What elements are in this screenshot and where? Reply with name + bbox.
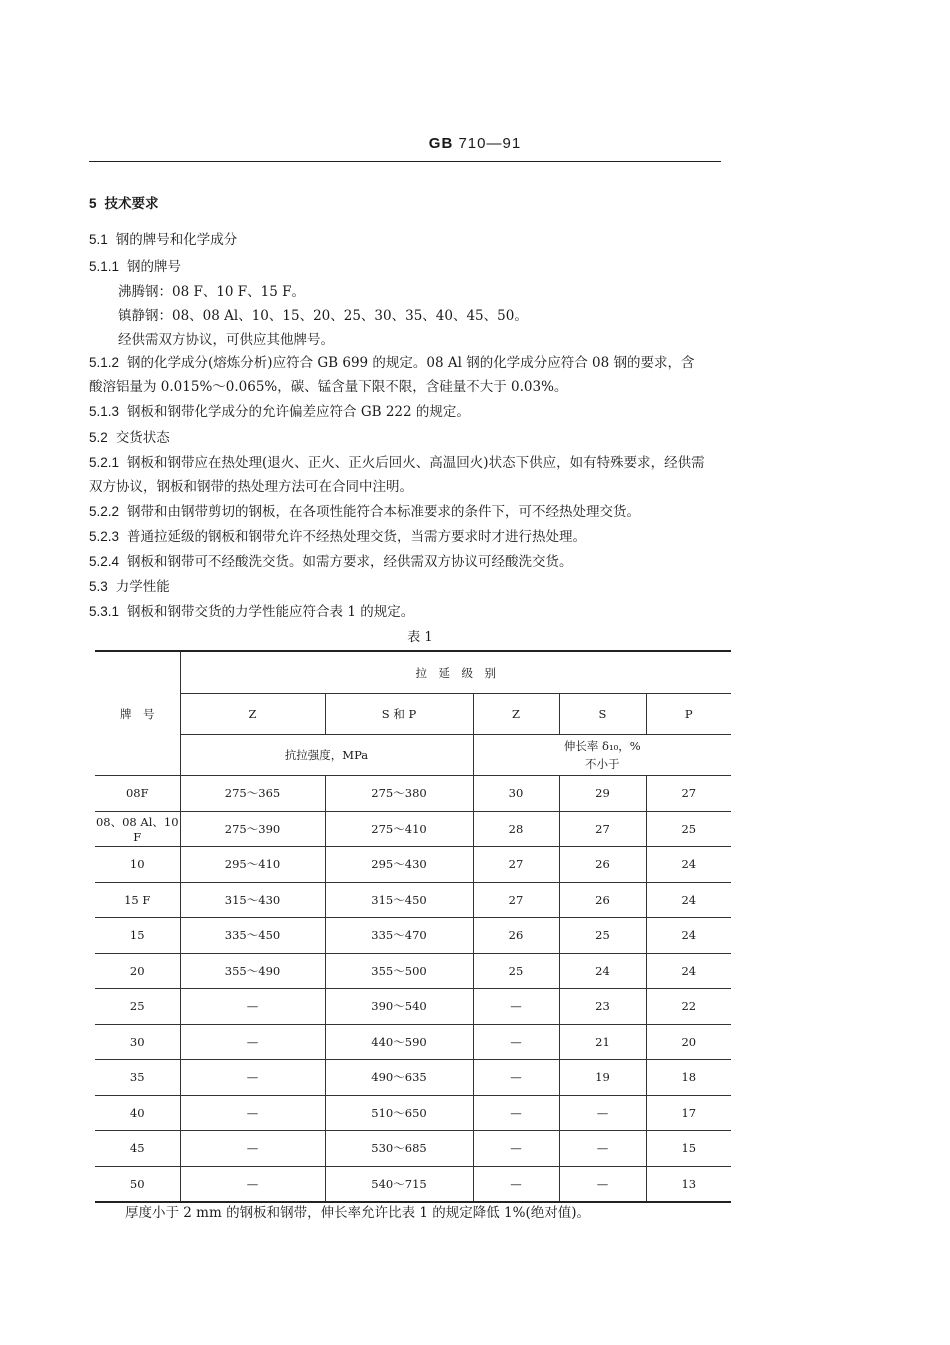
elongation-min-label: 不小于: [585, 757, 620, 771]
clause-text: 钢板和钢带交货的力学性能应符合表 1 的规定。: [127, 604, 415, 620]
sub-header-sp: S 和 P: [325, 694, 473, 735]
clause-number: 5.1.1: [89, 259, 120, 274]
strength-sp-cell: 275～380: [325, 776, 473, 812]
section-heading: 5 技术要求: [89, 196, 159, 212]
elong-z-cell: 27: [473, 882, 559, 918]
elong-z-cell: —: [473, 1166, 559, 1202]
paragraph: [89, 603, 729, 621]
elong-z-cell: 25: [473, 953, 559, 989]
elong-s-cell: 24: [559, 953, 646, 989]
strength-z-cell: —: [180, 1024, 325, 1060]
elong-s-cell: 26: [559, 882, 646, 918]
elong-z-cell: 28: [473, 811, 559, 847]
elong-z-cell: —: [473, 1024, 559, 1060]
strength-z-cell: —: [180, 1131, 325, 1167]
clause-text: 双方协议，钢板和钢带的热处理方法可在合同中注明。: [89, 479, 413, 495]
strength-z-cell: —: [180, 989, 325, 1025]
table-row: [95, 953, 731, 989]
paragraph: [89, 258, 729, 276]
clause-number: 5.1.3: [89, 404, 120, 419]
elong-p-cell: 25: [646, 811, 731, 847]
clause-text: 普通拉延级的钢板和钢带允许不经热处理交货，当需方要求时才进行热处理。: [127, 529, 587, 545]
table-row: [95, 989, 731, 1025]
table-row: [95, 811, 731, 847]
elong-s-cell: —: [559, 1131, 646, 1167]
elong-p-cell: 24: [646, 847, 731, 883]
clause-number: 5.3.1: [89, 604, 120, 619]
sub-header-z2: Z: [473, 694, 559, 735]
clause-number: 5.3: [89, 579, 108, 594]
clause-text: 镇静钢：08、08 Al、10、15、20、25、30、35、40、45、50。: [118, 308, 528, 324]
strength-sp-cell: 530～685: [325, 1131, 473, 1167]
paragraph: [89, 354, 729, 372]
elong-z-cell: 30: [473, 776, 559, 812]
strength-sp-cell: 315～450: [325, 882, 473, 918]
elong-s-cell: 27: [559, 811, 646, 847]
elong-p-cell: 13: [646, 1166, 731, 1202]
elongation-label: 伸长率 δ₁₀，%: [563, 739, 641, 753]
clause-text: 沸腾钢：08 F、10 F、15 F。: [118, 284, 306, 300]
elong-s-cell: —: [559, 1095, 646, 1131]
paragraph: [118, 331, 758, 349]
elong-z-cell: —: [473, 989, 559, 1025]
elong-p-cell: 22: [646, 989, 731, 1025]
table-row: [95, 847, 731, 883]
strength-sp-cell: 295～430: [325, 847, 473, 883]
clause-text: 钢的牌号: [127, 259, 182, 275]
strength-z-cell: —: [180, 1060, 325, 1096]
clause-text: 钢带和由钢带剪切的钢板，在各项性能符合本标准要求的条件下，可不经热处理交货。: [127, 504, 641, 520]
strength-z-cell: 295～410: [180, 847, 325, 883]
elong-z-cell: —: [473, 1095, 559, 1131]
table-row: [95, 918, 731, 954]
table-row: [95, 1024, 731, 1060]
clause-text: 经供需双方协议，可供应其他牌号。: [118, 332, 334, 348]
grade-cell: 15 F: [95, 882, 180, 918]
elong-p-cell: 15: [646, 1131, 731, 1167]
paragraph: [89, 454, 729, 472]
elong-p-cell: 20: [646, 1024, 731, 1060]
elong-z-cell: —: [473, 1060, 559, 1096]
grade-cell: 45: [95, 1131, 180, 1167]
elong-z-cell: —: [473, 1131, 559, 1167]
table-row: [95, 1166, 731, 1202]
strength-sp-cell: 540～715: [325, 1166, 473, 1202]
elong-p-cell: 24: [646, 918, 731, 954]
elong-z-cell: 27: [473, 847, 559, 883]
paragraph: [89, 578, 729, 596]
paragraph: [118, 307, 758, 325]
clause-number: 5.2: [89, 430, 108, 445]
elong-z-cell: 26: [473, 918, 559, 954]
paragraph: [89, 553, 729, 571]
strength-sp-cell: 335～470: [325, 918, 473, 954]
grade-cell: 25: [95, 989, 180, 1025]
paragraph: [89, 503, 729, 521]
clause-number: 5.1.2: [89, 355, 120, 370]
strength-header: 抗拉强度，MPa: [180, 735, 473, 776]
elong-s-cell: 26: [559, 847, 646, 883]
grade-header: 牌 号: [95, 651, 180, 776]
strength-z-cell: —: [180, 1095, 325, 1131]
table-row: [95, 1060, 731, 1096]
strength-sp-cell: 390～540: [325, 989, 473, 1025]
strength-z-cell: —: [180, 1166, 325, 1202]
strength-sp-cell: 510～650: [325, 1095, 473, 1131]
elong-p-cell: 17: [646, 1095, 731, 1131]
header-rule: [89, 161, 721, 162]
clause-text: 钢的化学成分(熔炼分析)应符合 GB 699 的规定。08 Al 钢的化学成分应符合 08 钢的要求，含: [127, 355, 695, 371]
grade-cell: 15: [95, 918, 180, 954]
elong-s-cell: 29: [559, 776, 646, 812]
clause-number: 5.2.4: [89, 554, 120, 569]
grade-cell: 30: [95, 1024, 180, 1060]
clause-number: 5.2.1: [89, 455, 120, 470]
grade-cell: 08F: [95, 776, 180, 812]
strength-z-cell: 355～490: [180, 953, 325, 989]
elong-p-cell: 24: [646, 953, 731, 989]
elong-s-cell: 21: [559, 1024, 646, 1060]
sub-header-p: P: [646, 694, 731, 735]
table-caption: 表 1: [407, 630, 433, 645]
paragraph: [118, 283, 758, 301]
elong-p-cell: 24: [646, 882, 731, 918]
standard-prefix: GB: [428, 135, 454, 152]
strength-sp-cell: 355～500: [325, 953, 473, 989]
clause-number: 5.2.3: [89, 529, 120, 544]
elongation-header: [473, 735, 731, 776]
standard-code: 710—91: [458, 135, 522, 152]
table-row: [95, 776, 731, 812]
clause-text: 力学性能: [115, 579, 170, 595]
clause-text: 酸溶铝量为 0.015%～0.065%，碳、锰含量下限不限，含硅量不大于 0.03%。: [89, 379, 568, 395]
strength-sp-cell: 275～410: [325, 811, 473, 847]
strength-z-cell: 315～430: [180, 882, 325, 918]
clause-number: 5.2.2: [89, 504, 120, 519]
paragraph: [89, 528, 729, 546]
strength-sp-cell: 490～635: [325, 1060, 473, 1096]
paragraph: [89, 231, 729, 249]
table-note: 厚度小于 2 mm 的钢板和钢带，伸长率允许比表 1 的规定降低 1%(绝对值)。: [125, 1205, 590, 1221]
elong-s-cell: 23: [559, 989, 646, 1025]
paragraph: [89, 378, 729, 396]
page-header: [0, 135, 950, 152]
elong-s-cell: 19: [559, 1060, 646, 1096]
sub-header-z: Z: [180, 694, 325, 735]
paragraph: [89, 403, 729, 421]
sub-header-s: S: [559, 694, 646, 735]
paragraph: [89, 478, 729, 496]
grade-cell: 20: [95, 953, 180, 989]
elong-s-cell: 25: [559, 918, 646, 954]
clause-text: 钢板和钢带化学成分的允许偏差应符合 GB 222 的规定。: [127, 404, 470, 420]
grade-cell: 35: [95, 1060, 180, 1096]
clause-text: 交货状态: [115, 430, 170, 446]
clause-text: 钢的牌号和化学成分: [115, 232, 238, 248]
grade-cell: 50: [95, 1166, 180, 1202]
clause-text: 钢板和钢带可不经酸洗交货。如需方要求，经供需双方协议可经酸洗交货。: [127, 554, 573, 570]
paragraph: [89, 429, 729, 447]
strength-sp-cell: 440～590: [325, 1024, 473, 1060]
group-header: 拉 延 级 别: [180, 651, 731, 694]
strength-z-cell: 275～390: [180, 811, 325, 847]
grade-cell: 08、08 Al、10 F: [95, 811, 180, 847]
mechanical-properties-table: [95, 650, 731, 1203]
clause-text: 钢板和钢带应在热处理(退火、正火、正火后回火、高温回火)状态下供应，如有特殊要求，经供需: [127, 455, 705, 471]
elong-s-cell: —: [559, 1166, 646, 1202]
elong-p-cell: 27: [646, 776, 731, 812]
table-row: [95, 1095, 731, 1131]
clause-number: 5.1: [89, 232, 108, 247]
strength-z-cell: 275～365: [180, 776, 325, 812]
grade-cell: 40: [95, 1095, 180, 1131]
grade-cell: 10: [95, 847, 180, 883]
table-row: [95, 882, 731, 918]
table-row: [95, 1131, 731, 1167]
strength-z-cell: 335～450: [180, 918, 325, 954]
elong-p-cell: 18: [646, 1060, 731, 1096]
